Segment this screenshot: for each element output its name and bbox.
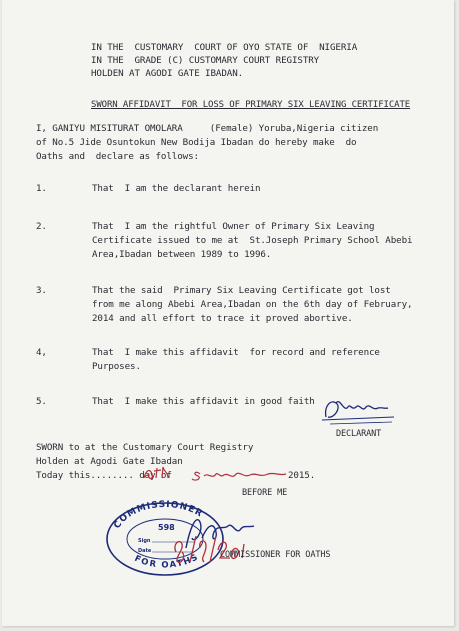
item-number: 2. [36,221,47,232]
header-line-1: IN THE CUSTOMARY COURT OF OYO STATE OF NIGERIA [91,42,358,53]
before-me-label: BEFORE ME [242,488,288,498]
item-line: Certificate issued to me at St.Joseph Primary School Abebi [92,235,413,246]
commissioner-label: COMMISSIONER FOR OATHS [220,550,331,560]
intro-line-1: I, GANIYU MISITURAT OMOLARA (Female) Yoruba,Nigeria citizen [36,123,379,134]
sworn-year: 2015. [288,470,316,481]
item-line: That I make this affidavit for record and reference [92,347,380,358]
document-page [2,0,454,626]
item-line: That I am the declarant herein [92,183,261,194]
item-number: 5. [36,396,47,407]
stamp-number: 598 [158,523,175,532]
commissioner-stamp [102,497,228,577]
item-line: That I make this affidavit in good faith [92,396,315,407]
stamp-handwritten-date [170,528,250,568]
declarant-label: DECLARANT [336,429,382,439]
declarant-signature [320,393,398,429]
item-line: Area,Ibadan between 1989 to 1996. [92,249,272,260]
affidavit-title: SWORN AFFIDAVIT FOR LOSS OF PRIMARY SIX LEAVING CERTIFICATE [91,100,411,110]
header-line-2: IN THE GRADE (C) CUSTOMARY COURT REGISTRY [91,55,320,66]
intro-line-2: of No.5 Jide Osuntokun New Bodija Ibadan do hereby make do [36,137,357,148]
item-line: Purposes. [92,361,141,372]
item-line: That I am the rightful Owner of Primary Six Leaving [92,221,375,232]
svg-text:COMMISSIONER [112,500,204,531]
item-line: from me along Abebi Area,Ibadan on the 6th day of February, [92,299,413,310]
item-line: 2014 and all effort to trace it proved abortive. [92,313,353,324]
header-line-3: HOLDEN AT AGODI GATE IBADAN. [91,68,244,79]
sworn-line-3-prefix: Today this........ day of [36,470,178,481]
item-line: That the said Primary Six Leaving Certificate got lost [92,285,391,296]
stamp-date-label: Date [138,548,152,554]
item-number: 4, [36,347,47,358]
stamp-bottom-text: FOR OATHS [132,551,201,571]
intro-line-3: Oaths and declare as follows: [36,151,199,162]
item-number: 3. [36,285,47,296]
svg-text:FOR OATHS [133,552,201,571]
stamp-top-text: COMMISSIONER [112,499,205,531]
stamp-sign-label: Sign [138,538,151,544]
sworn-line-1: SWORN to at the Customary Court Registry [36,442,254,453]
sworn-line-2: Holden at Agodi Gate Ibadan [36,456,183,467]
item-number: 1. [36,183,47,194]
